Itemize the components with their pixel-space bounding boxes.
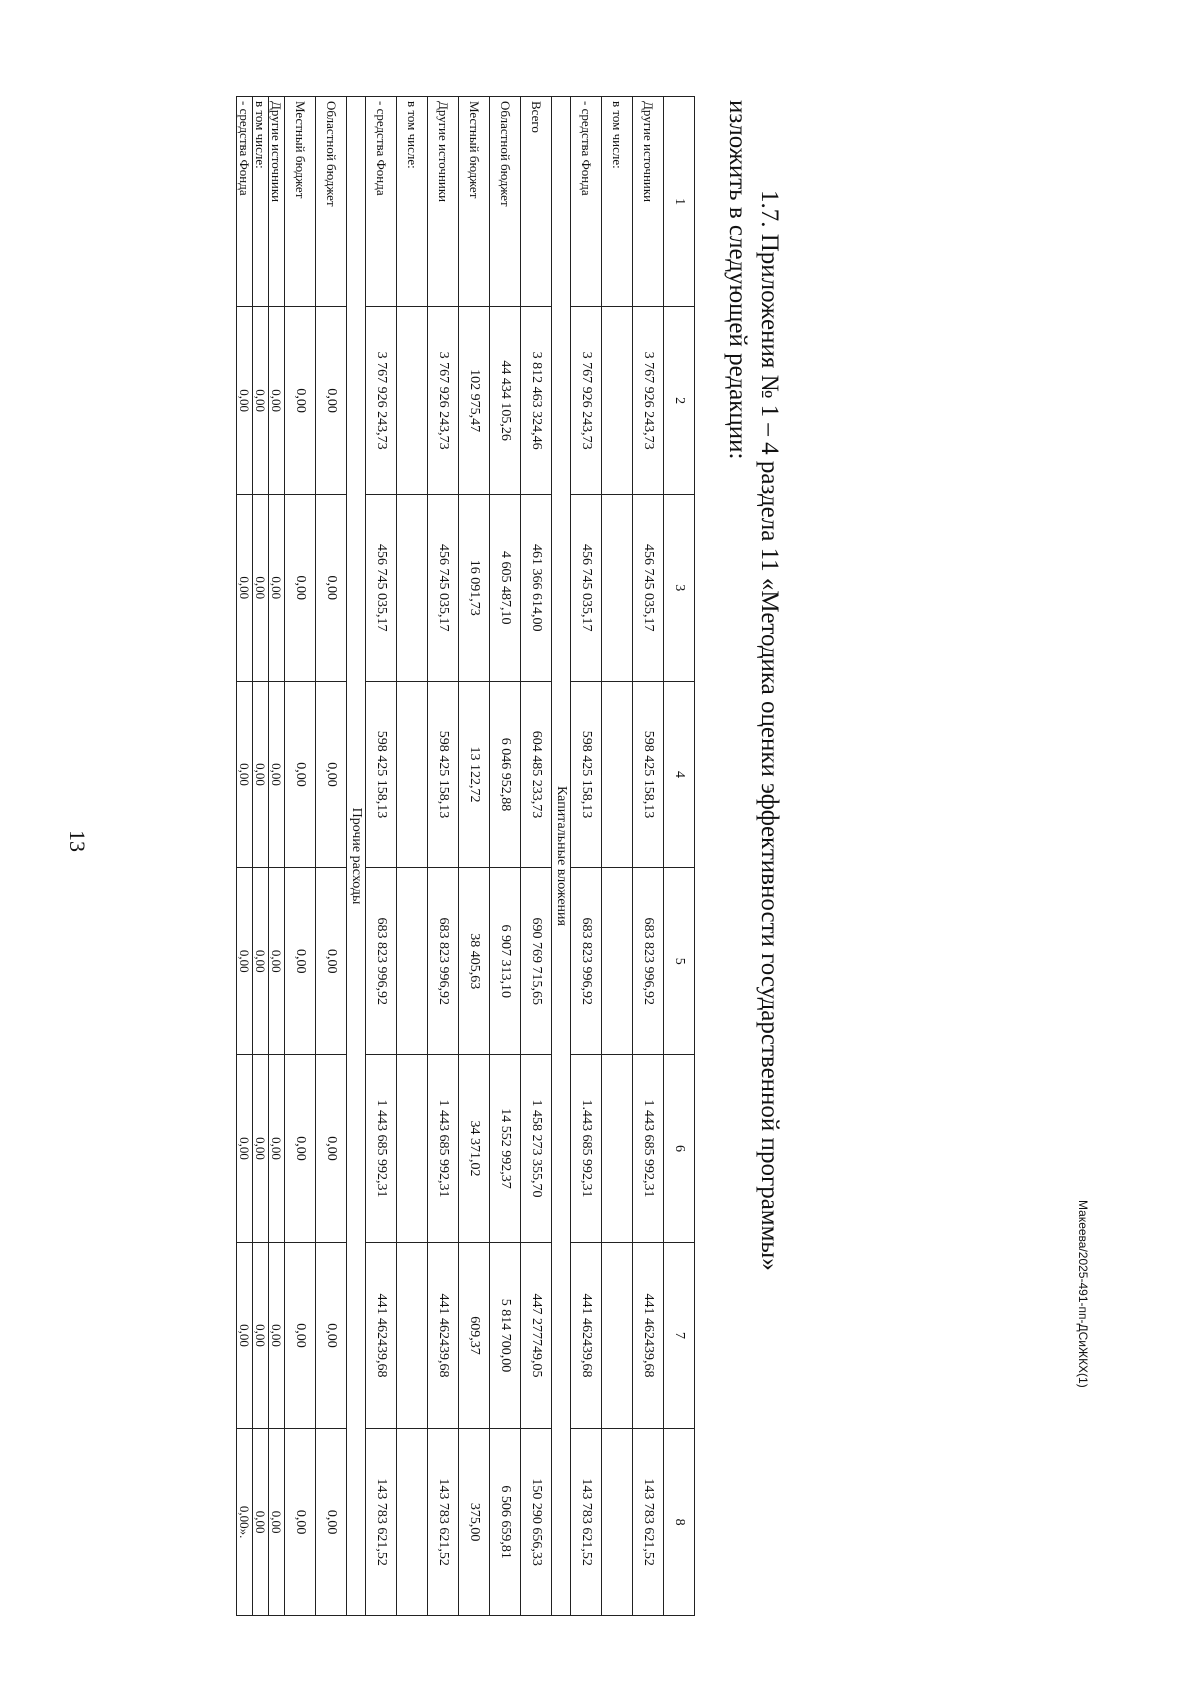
table-header-row bbox=[664, 97, 695, 1616]
column-header: 1 bbox=[664, 97, 695, 307]
table-cell: 1.443 685 992,31 bbox=[571, 1055, 602, 1243]
table-cell: 6 046 952,88 bbox=[490, 681, 521, 868]
table-cell: 0,00 bbox=[316, 1242, 347, 1428]
table-cell: 0,00 bbox=[316, 494, 347, 681]
table-cell bbox=[397, 681, 428, 868]
table-cell: 0,00 bbox=[237, 1055, 253, 1243]
table-cell: 0,00 bbox=[253, 681, 269, 868]
table-cell: 0,00 bbox=[237, 681, 253, 868]
table-cell: 3 767 926 243,73 bbox=[366, 307, 397, 495]
table-cell: 0,00 bbox=[253, 307, 269, 495]
table-cell: 3 767 926 243,73 bbox=[571, 307, 602, 495]
table-cell: 0,00 bbox=[237, 1242, 253, 1428]
table-cell: 0,00 bbox=[285, 868, 316, 1055]
section-label: Прочие расходы bbox=[347, 97, 366, 1616]
table-cell: 0,00 bbox=[316, 1429, 347, 1616]
table-cell: 3 767 926 243,73 bbox=[633, 307, 664, 495]
row-label: Всего bbox=[521, 97, 552, 307]
table-cell: 1 458 273 355,70 bbox=[521, 1055, 552, 1243]
table-cell: 0,00 bbox=[253, 868, 269, 1055]
table-cell: 0,00». bbox=[237, 1429, 253, 1616]
table-cell: 461 366 614,00 bbox=[521, 494, 552, 681]
table-cell: 375,00 bbox=[459, 1429, 490, 1616]
table-row bbox=[253, 97, 269, 1616]
table-row bbox=[571, 97, 602, 1616]
table-row bbox=[602, 97, 633, 1616]
table-cell: 0,00 bbox=[269, 868, 285, 1055]
table-row bbox=[490, 97, 521, 1616]
table-cell: 6 907 313,10 bbox=[490, 868, 521, 1055]
table-cell: 16 091,73 bbox=[459, 494, 490, 681]
table-cell: 690 769 715,65 bbox=[521, 868, 552, 1055]
table-cell bbox=[602, 681, 633, 868]
table-cell: 0,00 bbox=[269, 1429, 285, 1616]
table-row bbox=[366, 97, 397, 1616]
table-cell: 3 767 926 243,73 bbox=[428, 307, 459, 495]
column-header: 4 bbox=[664, 681, 695, 868]
section-row bbox=[347, 97, 366, 1616]
table-cell: 1 443 685 992,31 bbox=[633, 1055, 664, 1243]
table-cell: 456 745 035,17 bbox=[366, 494, 397, 681]
table-row bbox=[521, 97, 552, 1616]
table-cell: 0,00 bbox=[269, 494, 285, 681]
heading-line-1: 1.7. Приложения № 1 – 4 раздела 11 «Методика оценки эффективности государственной программы» bbox=[756, 190, 783, 1271]
table-cell: 683 823 996,92 bbox=[633, 868, 664, 1055]
table-row bbox=[397, 97, 428, 1616]
table-cell: 441 462439,68 bbox=[366, 1242, 397, 1428]
table-cell: 0,00 bbox=[253, 1055, 269, 1243]
column-header: 5 bbox=[664, 868, 695, 1055]
row-label: Другие источники bbox=[269, 97, 285, 307]
heading-line-2: изложить в следующей редакции: bbox=[724, 100, 751, 460]
row-label: в том числе: bbox=[602, 97, 633, 307]
table-cell: 683 823 996,92 bbox=[366, 868, 397, 1055]
table-body bbox=[237, 97, 664, 1616]
table-cell: 0,00 bbox=[285, 1242, 316, 1428]
table-cell bbox=[397, 1429, 428, 1616]
table-cell: 604 485 233,73 bbox=[521, 681, 552, 868]
table-cell: 683 823 996,92 bbox=[571, 868, 602, 1055]
table-row bbox=[316, 97, 347, 1616]
document-id: Макеева/2025-491-пп-ДСиЖКХ(1) bbox=[1076, 1200, 1090, 1388]
table-cell bbox=[602, 1429, 633, 1616]
table-cell: 0,00 bbox=[316, 1055, 347, 1243]
table-cell: 0,00 bbox=[316, 868, 347, 1055]
table-cell: 0,00 bbox=[253, 1242, 269, 1428]
table-row bbox=[633, 97, 664, 1616]
row-label: - средства Фонда bbox=[571, 97, 602, 307]
table-cell: 441 462439,68 bbox=[571, 1242, 602, 1428]
table-cell: 0,00 bbox=[316, 681, 347, 868]
table-cell: 441 462439,68 bbox=[428, 1242, 459, 1428]
table-cell: 143 783 621,52 bbox=[571, 1429, 602, 1616]
table-cell: 143 783 621,52 bbox=[366, 1429, 397, 1616]
column-header: 3 bbox=[664, 494, 695, 681]
table-cell: 0,00 bbox=[269, 307, 285, 495]
table-cell: 150 290 656,33 bbox=[521, 1429, 552, 1616]
table-cell: 0,00 bbox=[253, 494, 269, 681]
column-header: 2 bbox=[664, 307, 695, 495]
table-cell: 38 405,63 bbox=[459, 868, 490, 1055]
table-row bbox=[269, 97, 285, 1616]
table-cell: 598 425 158,13 bbox=[428, 681, 459, 868]
table-cell: 0,00 bbox=[316, 307, 347, 495]
table-cell: 1 443 685 992,31 bbox=[366, 1055, 397, 1243]
column-header: 6 bbox=[664, 1055, 695, 1243]
table-cell: 0,00 bbox=[237, 307, 253, 495]
table-cell: 456 745 035,17 bbox=[428, 494, 459, 681]
table-cell bbox=[602, 307, 633, 495]
table-cell bbox=[397, 307, 428, 495]
row-label: Местный бюджет bbox=[459, 97, 490, 307]
budget-table bbox=[236, 96, 695, 1616]
table-cell: 456 745 035,17 bbox=[633, 494, 664, 681]
table-cell: 1 443 685 992,31 bbox=[428, 1055, 459, 1243]
section-heading bbox=[721, 100, 785, 1570]
row-label: Местный бюджет bbox=[285, 97, 316, 307]
row-label: Другие источники bbox=[428, 97, 459, 307]
table-cell bbox=[602, 1242, 633, 1428]
row-label: Областной бюджет bbox=[490, 97, 521, 307]
table-cell: 44 434 105,26 bbox=[490, 307, 521, 495]
table-cell: 0,00 bbox=[237, 868, 253, 1055]
row-label: в том числе: bbox=[253, 97, 269, 307]
table-cell: 0,00 bbox=[269, 1242, 285, 1428]
row-label: Другие источники bbox=[633, 97, 664, 307]
table-cell: 0,00 bbox=[285, 307, 316, 495]
table-cell: 598 425 158,13 bbox=[366, 681, 397, 868]
column-header: 8 bbox=[664, 1429, 695, 1616]
row-label: в том числе: bbox=[397, 97, 428, 307]
table-cell: 447 277749,05 bbox=[521, 1242, 552, 1428]
table-cell: 143 783 621,52 bbox=[428, 1429, 459, 1616]
table-cell: 683 823 996,92 bbox=[428, 868, 459, 1055]
table-cell: 609,37 bbox=[459, 1242, 490, 1428]
table-cell: 5 814 700,00 bbox=[490, 1242, 521, 1428]
table-cell bbox=[602, 1055, 633, 1243]
table-row bbox=[459, 97, 490, 1616]
table-cell bbox=[602, 494, 633, 681]
table-cell: 441 462439,68 bbox=[633, 1242, 664, 1428]
table-cell bbox=[397, 494, 428, 681]
table-cell bbox=[397, 868, 428, 1055]
table-cell: 456 745 035,17 bbox=[571, 494, 602, 681]
table-cell: 0,00 bbox=[269, 1055, 285, 1243]
table-cell: 0,00 bbox=[253, 1429, 269, 1616]
table-cell bbox=[397, 1055, 428, 1243]
table-cell: 34 371,02 bbox=[459, 1055, 490, 1243]
table-cell: 0,00 bbox=[285, 1429, 316, 1616]
table-cell: 0,00 bbox=[285, 681, 316, 868]
table-row bbox=[237, 97, 253, 1616]
row-label: - средства Фонда bbox=[366, 97, 397, 307]
table-cell bbox=[602, 868, 633, 1055]
table-cell: 13 122,72 bbox=[459, 681, 490, 868]
table-cell: 0,00 bbox=[285, 494, 316, 681]
table-cell: 3 812 463 324,46 bbox=[521, 307, 552, 495]
column-header: 7 bbox=[664, 1242, 695, 1428]
table-cell: 0,00 bbox=[237, 494, 253, 681]
table-cell bbox=[397, 1242, 428, 1428]
table-cell: 598 425 158,13 bbox=[633, 681, 664, 868]
table-cell: 4 605 487,10 bbox=[490, 494, 521, 681]
table-cell: 6 506 659,81 bbox=[490, 1429, 521, 1616]
table-cell: 14 552 992,37 bbox=[490, 1055, 521, 1243]
section-row bbox=[552, 97, 571, 1616]
table-cell: 102 975,47 bbox=[459, 307, 490, 495]
table-cell: 0,00 bbox=[285, 1055, 316, 1243]
section-label: Капитальные вложения bbox=[552, 97, 571, 1616]
table-cell: 143 783 621,52 bbox=[633, 1429, 664, 1616]
row-label: Областной бюджет bbox=[316, 97, 347, 307]
table-cell: 0,00 bbox=[269, 681, 285, 868]
table-row bbox=[285, 97, 316, 1616]
page-number: 13 bbox=[65, 830, 90, 852]
row-label: - средства Фонда bbox=[237, 97, 253, 307]
table-row bbox=[428, 97, 459, 1616]
table-cell: 598 425 158,13 bbox=[571, 681, 602, 868]
